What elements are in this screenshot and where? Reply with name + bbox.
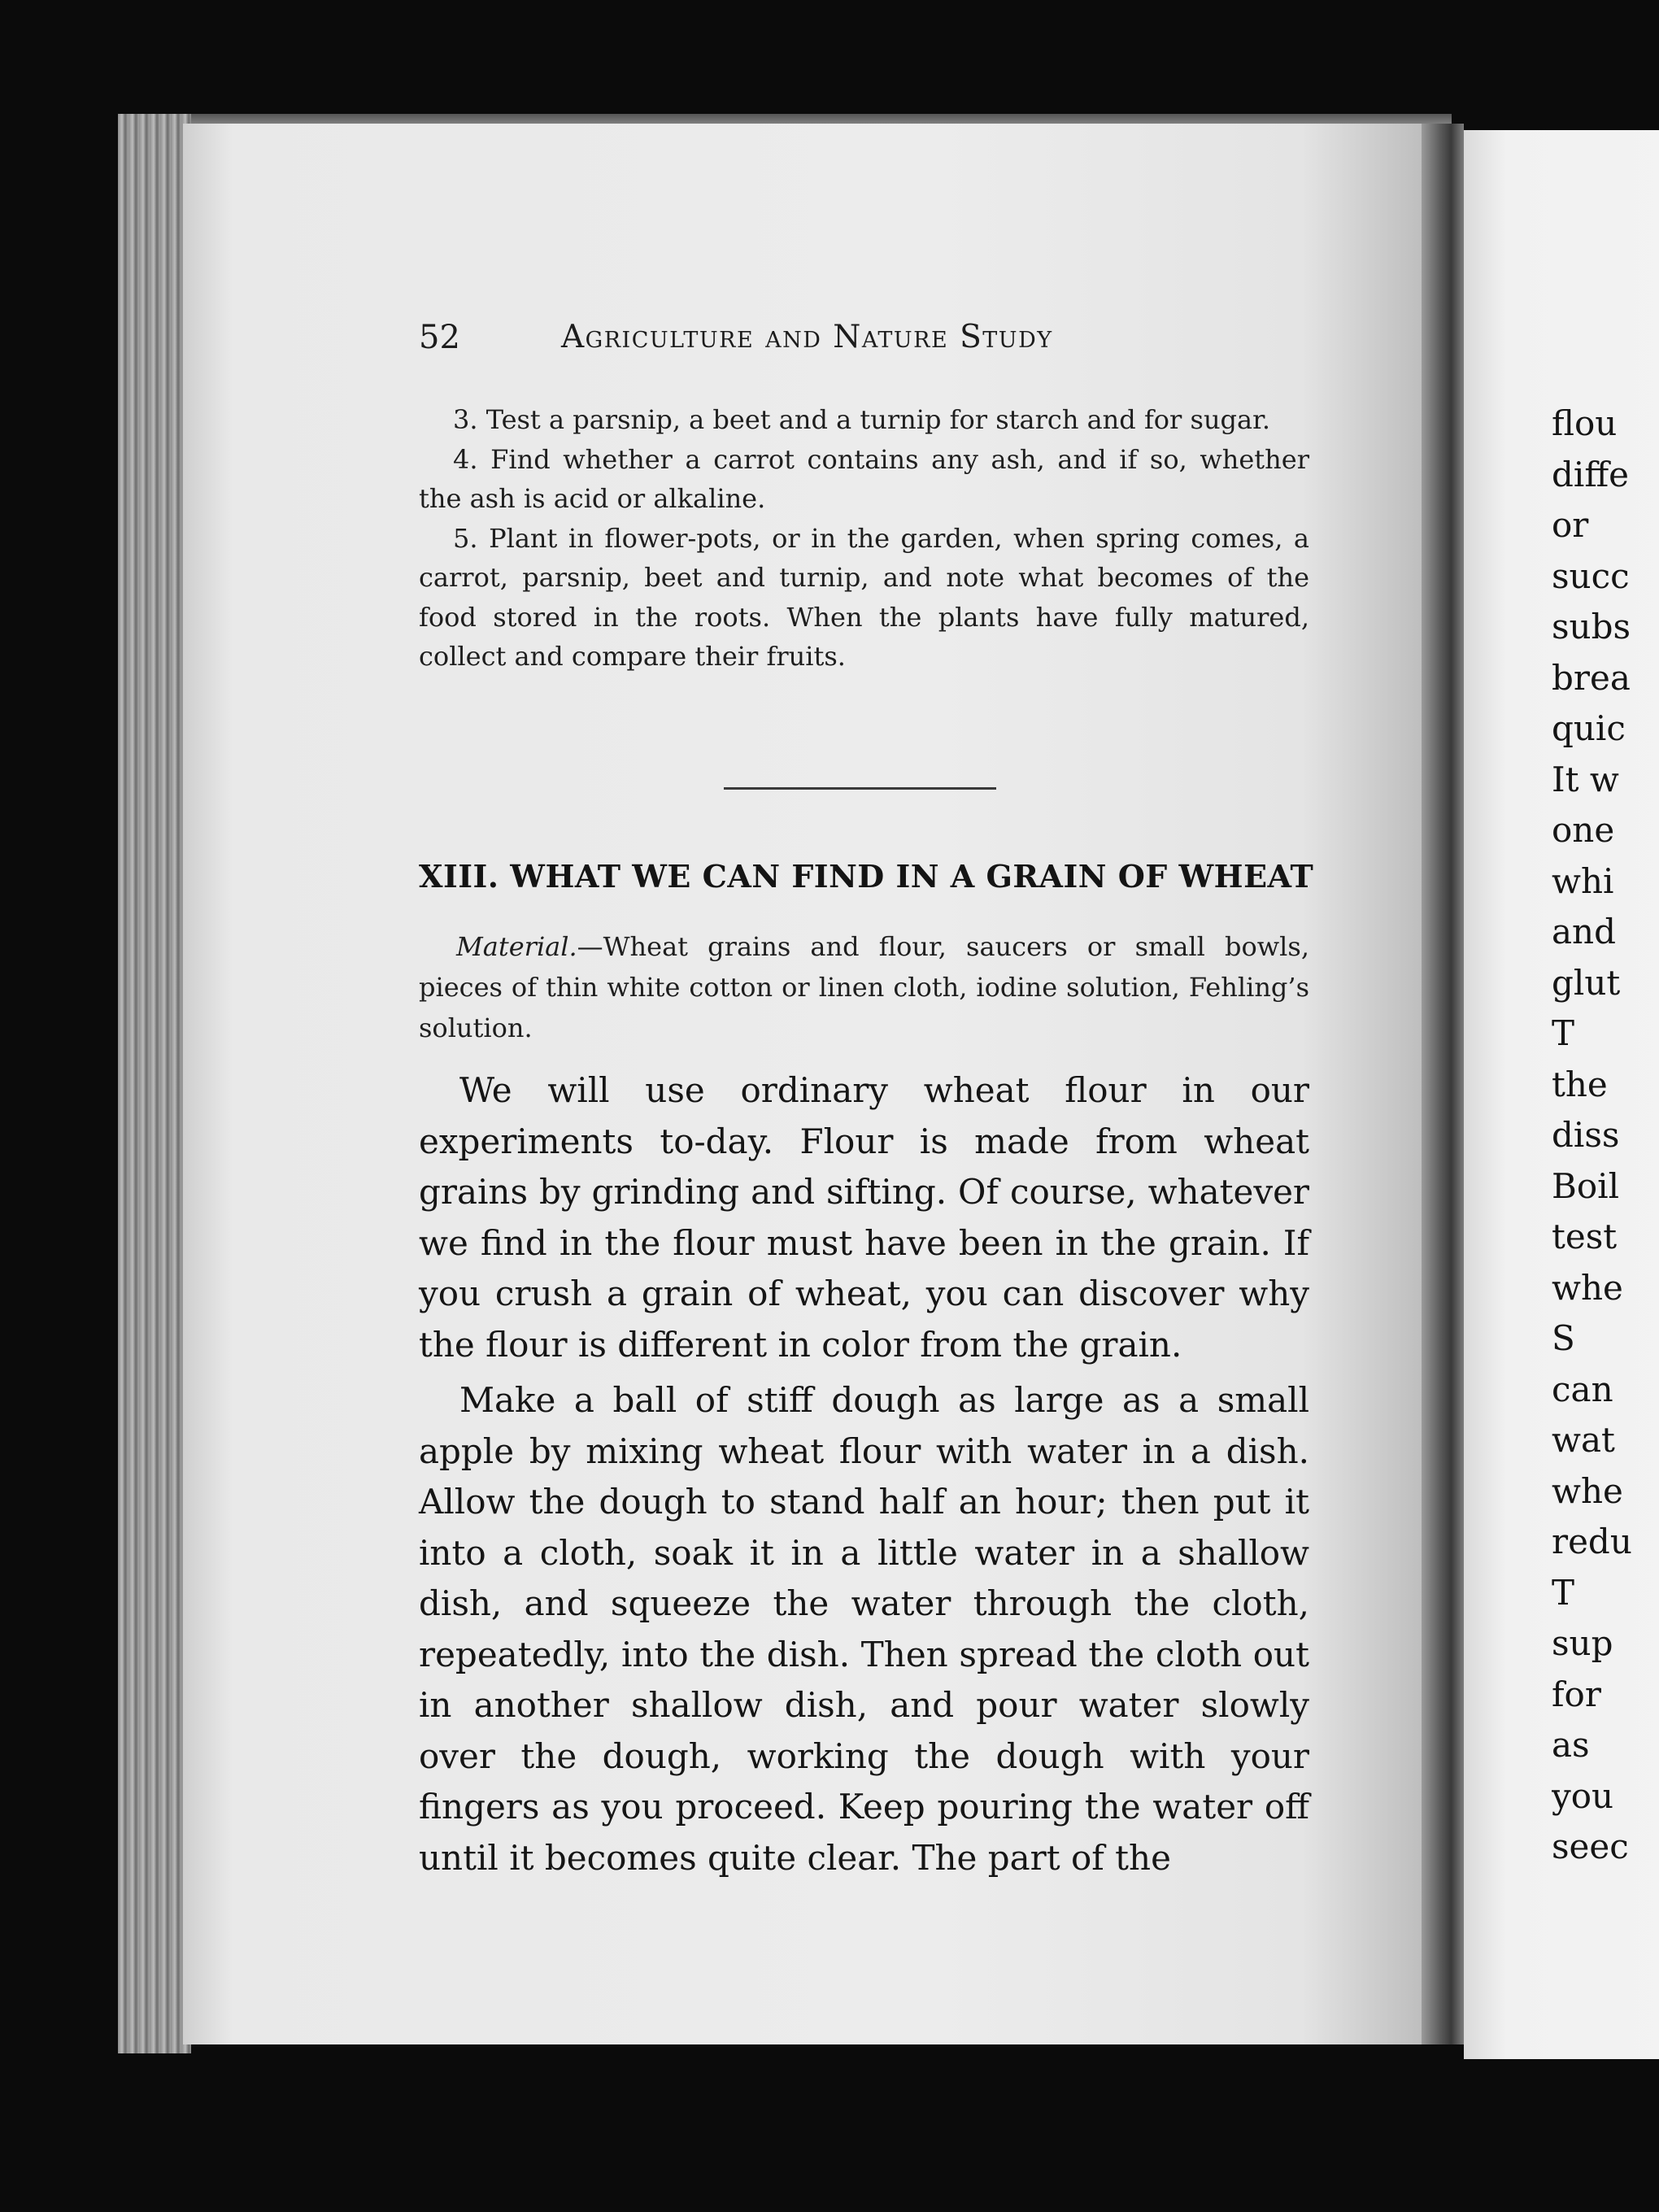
facing-page-fragment: test — [1552, 1217, 1618, 1256]
facing-page-fragment: or — [1552, 505, 1589, 545]
gutter-shadow — [1422, 124, 1464, 2044]
facing-page-fragment: can — [1552, 1369, 1613, 1409]
facing-page-fragment: glut — [1552, 962, 1621, 1003]
facing-page-text — [1552, 398, 1659, 1873]
body-text — [419, 1065, 1309, 1883]
material-label: Material. — [456, 931, 577, 962]
material-text: —Wheat grains and flour, saucers or small bowls, pieces of thin white cotton or linen cloth, iodine solution, Fehling’s solution. — [419, 931, 1309, 1043]
facing-page-fragment: It w — [1552, 759, 1619, 799]
facing-page-fragment: sup — [1552, 1623, 1613, 1663]
facing-page-fragment: Boil — [1552, 1165, 1620, 1206]
exercise-list — [419, 400, 1309, 677]
facing-page-fragment: the — [1552, 1064, 1608, 1104]
facing-page-fragment: diffe — [1552, 454, 1630, 494]
exercise-item: 3. Test a parsnip, a beet and a turnip for starch and for sugar. — [453, 404, 1271, 435]
running-title: Agriculture and Nature Study — [561, 319, 1053, 355]
body-paragraph: We will use ordinary wheat flour in our experiments to-day. Flour is made from wheat grains by grinding and sifting. Of course, whatever we find in the flour must have been in the grain. If you crush a grain of wheat, you can discover why the flour is different in color from the grain. — [419, 1070, 1309, 1365]
section-divider — [724, 787, 996, 790]
facing-page-fragment: brea — [1552, 657, 1631, 698]
facing-page-fragment: wat — [1552, 1420, 1615, 1460]
page-edges — [118, 114, 191, 2053]
material-paragraph — [419, 926, 1309, 1048]
facing-page-fragment: redu — [1552, 1522, 1632, 1561]
facing-page-fragment: T — [1552, 1572, 1575, 1613]
facing-page-fragment: as — [1552, 1725, 1590, 1765]
facing-page-fragment: diss — [1552, 1115, 1620, 1155]
facing-page-fragment: and — [1552, 912, 1616, 951]
facing-page-fragment: quic — [1552, 708, 1626, 748]
facing-page-fragment: S — [1552, 1318, 1575, 1358]
facing-page-fragment: flou — [1552, 403, 1618, 443]
facing-page-fragment: one — [1552, 810, 1615, 850]
facing-page-fragment: whe — [1552, 1470, 1623, 1511]
section-heading: XIII. WHAT WE CAN FIND IN A GRAIN OF WHEAT — [419, 858, 1314, 895]
facing-page-fragment: whe — [1552, 1267, 1623, 1308]
facing-page-fragment: for — [1552, 1674, 1601, 1714]
facing-page-fragment: subs — [1552, 607, 1631, 647]
facing-page-fragment: succ — [1552, 555, 1630, 596]
facing-page-fragment: seec — [1552, 1827, 1629, 1866]
body-paragraph: Make a ball of stiff dough as large as a small apple by mixing wheat flour with water in a dish. Allow the dough to stand half an hour; then put it into a cloth, soak it in a little water in a shallow dish, and squeeze the water through the cloth, repeatedly, into the dish. Then spread the cloth out in another shallow dish, and pour water slowly over the dough, working the dough with your fingers as you proceed. Keep pouring the water off until it becomes quite clear. The part of the — [419, 1380, 1309, 1878]
facing-page-fragment: T — [1552, 1013, 1575, 1053]
running-header — [419, 313, 1240, 362]
facing-page-fragment: whi — [1552, 860, 1614, 901]
exercise-item: 4. Find whether a carrot contains any ash, and if so, whether the ash is acid or alkaline. — [419, 443, 1309, 514]
page-number: 52 — [419, 319, 460, 356]
facing-page-fragment: you — [1552, 1775, 1614, 1816]
exercise-item: 5. Plant in flower-pots, or in the garden, when spring comes, a carrot, parsnip, beet and turnip, and note what becomes of the food stored in the roots. When the plants have fully matured, collect and compare their fruits. — [419, 522, 1309, 672]
